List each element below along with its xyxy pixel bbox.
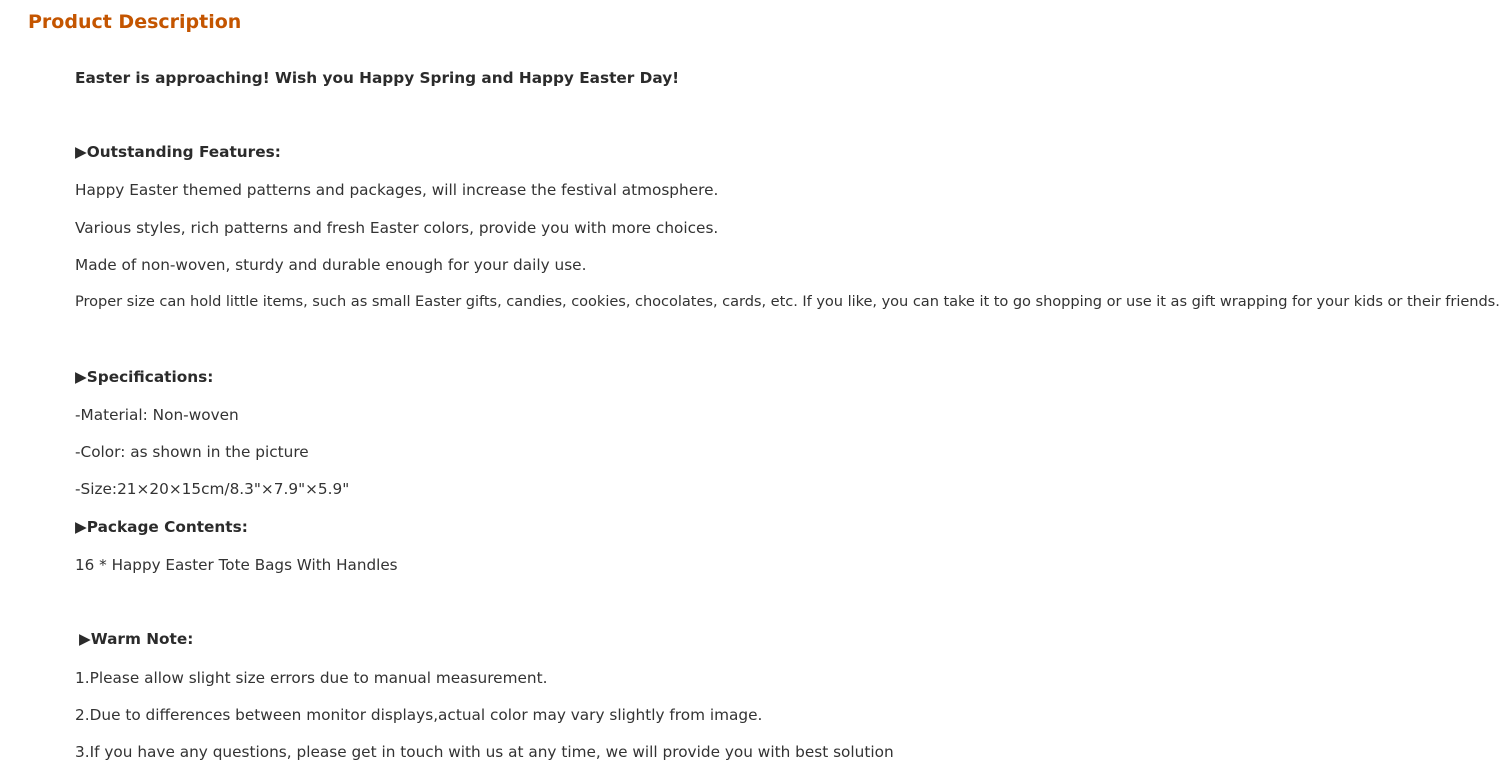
section-title: Product Description [28, 11, 242, 33]
features-heading: ▶Outstanding Features: [75, 143, 281, 161]
feature-item: Happy Easter themed patterns and packages, will increase the festival atmosphere. [75, 181, 719, 199]
warm-note-item: 1.Please allow slight size errors due to manual measurement. [75, 669, 548, 687]
warm-note-heading: ▶Warm Note: [79, 630, 194, 648]
feature-item: Proper size can hold little items, such as small Easter gifts, candies, cookies, chocolates, cards, etc. If you like, you can take it to go shopping or use it as gift wrapping for your kids or their friends. [75, 293, 1500, 310]
feature-item: Various styles, rich patterns and fresh Easter colors, provide you with more choices. [75, 219, 719, 237]
package-heading: ▶Package Contents: [75, 518, 248, 536]
specifications-heading: ▶Specifications: [75, 368, 214, 386]
spec-item-material: -Material: Non-woven [75, 406, 239, 424]
spec-item-color: -Color: as shown in the picture [75, 443, 309, 461]
spec-item-size: -Size:21×20×15cm/8.3"×7.9"×5.9" [75, 480, 350, 498]
warm-note-item: 2.Due to differences between monitor displays,actual color may vary slightly from image. [75, 706, 763, 724]
feature-item: Made of non-woven, sturdy and durable enough for your daily use. [75, 256, 587, 274]
intro-text: Easter is approaching! Wish you Happy Spring and Happy Easter Day! [75, 69, 680, 87]
package-item: 16 * Happy Easter Tote Bags With Handles [75, 556, 398, 574]
warm-note-item: 3.If you have any questions, please get in touch with us at any time, we will provide you with best solution [75, 743, 894, 761]
